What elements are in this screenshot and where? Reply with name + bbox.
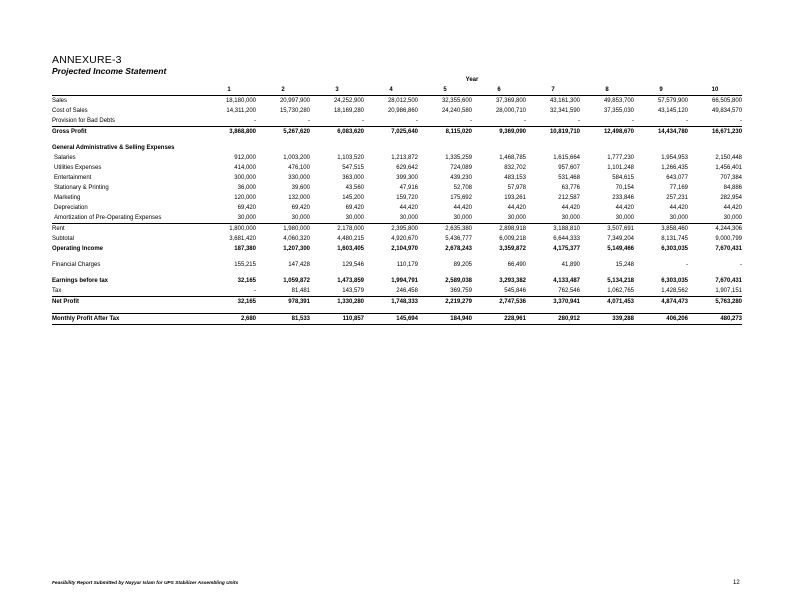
cell-value: 43,161,300	[549, 98, 580, 104]
cell-value: 6,644,333	[553, 236, 580, 242]
year-number: 6	[472, 85, 526, 96]
cell-value: 187,380	[234, 246, 256, 252]
row-label: Utilities Expenses	[54, 165, 102, 171]
cell-value: 1,103,520	[337, 155, 364, 161]
cell-value: 5,436,777	[445, 236, 472, 242]
cell-value: 1,800,000	[229, 226, 256, 232]
cell-value: 4,175,377	[553, 246, 580, 252]
cell-value: 480,273	[688, 314, 742, 325]
cell-value: 1,468,785	[499, 155, 526, 161]
cell-value: 15,730,280	[279, 108, 310, 114]
cell-value: 32,165	[237, 278, 256, 284]
cell-value: 37,369,800	[495, 98, 526, 104]
row-label: Net Profit	[52, 299, 79, 305]
cell-value: 629,642	[396, 165, 418, 171]
cell-value: 1,207,300	[283, 246, 310, 252]
cell-value: 30,000	[418, 213, 472, 224]
cell-value: 1,777,230	[607, 155, 634, 161]
cell-value: 330,000	[288, 175, 310, 181]
row-label: Financial Charges	[52, 262, 101, 268]
cell-value: 1,062,765	[580, 286, 634, 297]
row-rent	[52, 224, 742, 235]
cell-value: 6,009,218	[499, 236, 526, 242]
cell-value: 129,546	[342, 262, 364, 268]
cell-value: 414,000	[234, 165, 256, 171]
cell-value: 476,100	[288, 165, 310, 171]
row-label: Monthly Profit After Tax	[52, 314, 202, 325]
cell-value: 52,708	[453, 185, 472, 191]
cell-value: 57,579,900	[657, 98, 688, 104]
cell-value: 531,468	[558, 175, 580, 181]
cell-value: 1,059,872	[283, 278, 310, 284]
cell-value: 212,587	[558, 195, 580, 201]
row-label: Stationary & Printing	[54, 185, 109, 191]
cell-value: 8,115,020	[445, 129, 472, 135]
row-gross-profit	[52, 127, 742, 138]
row-label: Earnings before tax	[52, 278, 109, 284]
cell-value: -	[202, 286, 256, 297]
cell-value: 300,000	[234, 175, 256, 181]
cell-value: -	[686, 262, 688, 268]
cell-value: 30,000	[526, 213, 580, 224]
row-label: Subtotal	[52, 236, 75, 242]
cell-value: 228,961	[472, 314, 526, 325]
cell-value: 193,261	[504, 195, 526, 201]
cell-value: 69,420	[237, 205, 256, 211]
cell-value: 2,178,000	[337, 226, 364, 232]
cell-value: 81,533	[256, 314, 310, 325]
cell-value: 3,188,810	[553, 226, 580, 232]
footer-text: Feasibility Report Submitted by Nayyar Islam for UPS Stabilizer Assembling Units	[52, 581, 239, 586]
cell-value: 2,680	[202, 314, 256, 325]
cell-value: 1,330,280	[337, 299, 364, 305]
cell-value: 2,219,279	[445, 299, 472, 305]
cell-value: 44,420	[453, 205, 472, 211]
cell-value: 483,153	[504, 175, 526, 181]
year-number: 5	[418, 85, 472, 96]
cell-value: 233,846	[612, 195, 634, 201]
cell-value: 18,169,280	[333, 108, 364, 114]
row-provision	[52, 116, 742, 127]
cell-value: 44,420	[507, 205, 526, 211]
section-heading-row	[52, 143, 742, 153]
row-label: Amortization of Pre-Operating Expenses	[52, 213, 202, 224]
cell-value: 24,240,580	[441, 108, 472, 114]
cell-value: 643,077	[666, 175, 688, 181]
cell-value: 6,303,035	[661, 278, 688, 284]
page-title: ANNEXURE-3	[52, 54, 122, 66]
cell-value: 1,003,200	[283, 155, 310, 161]
cell-value: 39,600	[291, 185, 310, 191]
cell-value: 44,420	[399, 205, 418, 211]
cell-value: 339,288	[580, 314, 634, 325]
cell-value: 399,300	[396, 175, 418, 181]
income-statement-table	[52, 75, 742, 325]
cell-value: 30,000	[310, 213, 364, 224]
page-number: 12	[733, 580, 740, 586]
cell-value: 1,748,333	[391, 299, 418, 305]
year-number: 1	[202, 85, 256, 96]
cell-value: 2,635,380	[445, 226, 472, 232]
row-label: Operating Income	[52, 246, 104, 252]
cell-value: 545,846	[472, 286, 526, 297]
cell-value: 363,000	[342, 175, 364, 181]
cell-value: 280,912	[526, 314, 580, 325]
section-heading: General Administrative & Selling Expenses	[52, 145, 175, 151]
cell-value: 44,420	[615, 205, 634, 211]
cell-value: 14,434,780	[657, 129, 688, 135]
cell-value: 43,560	[345, 185, 364, 191]
year-number: 10	[688, 85, 742, 96]
row-label: Depreciation	[54, 205, 88, 211]
cell-value: 762,546	[526, 286, 580, 297]
cell-value: 957,607	[558, 165, 580, 171]
cell-value: 159,720	[396, 195, 418, 201]
cell-value: 257,231	[666, 195, 688, 201]
row-amortization	[52, 213, 742, 224]
cell-value: 3,370,941	[553, 299, 580, 305]
row-subtotal	[52, 234, 742, 244]
year-label: Year	[465, 77, 479, 83]
cell-value: 406,206	[634, 314, 688, 325]
cell-value: 30,000	[634, 213, 688, 224]
year-header-row	[52, 85, 742, 96]
cell-value: 37,355,030	[603, 108, 634, 114]
cell-value: 2,150,448	[715, 155, 743, 161]
cell-value: 44,420	[669, 205, 688, 211]
cell-value: -	[364, 116, 418, 127]
cell-value: 5,267,620	[283, 129, 310, 135]
cell-value: 14,311,200	[226, 108, 256, 114]
cell-value: 707,384	[720, 175, 743, 181]
cell-value: 2,678,243	[445, 246, 472, 252]
cell-value: 369,759	[418, 286, 472, 297]
row-operating-income	[52, 244, 742, 254]
cell-value: 439,230	[450, 175, 472, 181]
cell-value: 32,341,590	[549, 108, 580, 114]
cell-value: -	[580, 116, 634, 127]
cell-value: 145,200	[342, 195, 364, 201]
cell-value: 1,473,859	[337, 278, 364, 284]
cell-value: 147,428	[288, 262, 310, 268]
cell-value: 2,589,038	[445, 278, 472, 284]
cell-value: -	[256, 116, 310, 127]
cell-value: 4,874,473	[661, 299, 688, 305]
page-subtitle: Projected Income Statement	[52, 66, 167, 76]
cell-value: 1,615,664	[553, 155, 580, 161]
cell-value: 5,134,218	[607, 278, 634, 284]
cell-value: 4,244,306	[715, 226, 743, 232]
row-label: Rent	[52, 226, 65, 232]
cell-value: -	[310, 116, 364, 127]
cell-value: 246,458	[364, 286, 418, 297]
cell-value: 12,498,670	[603, 129, 634, 135]
cell-value: -	[526, 116, 580, 127]
cell-value: 2,898,918	[499, 226, 526, 232]
cell-value: 143,579	[310, 286, 364, 297]
cell-value: 978,391	[288, 299, 310, 305]
cell-value: 66,490	[507, 262, 526, 268]
cell-value: 2,395,800	[391, 226, 418, 232]
cell-value: 3,507,691	[607, 226, 634, 232]
cell-value: 30,000	[688, 213, 742, 224]
row-monthly-profit	[52, 314, 742, 325]
cell-value: 30,000	[580, 213, 634, 224]
row-utilities	[52, 163, 742, 173]
year-number: 4	[364, 85, 418, 96]
cell-value: 1,335,259	[445, 155, 472, 161]
cell-value: 9,000,799	[715, 236, 743, 242]
cell-value: 49,834,570	[712, 108, 743, 114]
row-label: Salaries	[54, 155, 76, 161]
cell-value: 81,481	[256, 286, 310, 297]
cell-value: 10,819,710	[549, 129, 580, 135]
row-entertainment	[52, 173, 742, 183]
row-label: Provision for Bad Debts	[52, 116, 202, 127]
cell-value: 30,000	[256, 213, 310, 224]
row-sales	[52, 96, 742, 107]
row-label: Marketing	[54, 195, 81, 201]
cell-value: 36,000	[237, 185, 256, 191]
cell-value: 584,615	[612, 175, 634, 181]
cell-value: 1,266,435	[661, 165, 688, 171]
cell-value: 15,248	[615, 262, 634, 268]
year-number: 7	[526, 85, 580, 96]
year-number: 2	[256, 85, 310, 96]
cell-value: 7,025,640	[391, 129, 418, 135]
cell-value: 4,133,487	[553, 278, 580, 284]
row-label: Entertainment	[54, 175, 92, 181]
cell-value: 24,252,900	[333, 98, 364, 104]
row-ebt	[52, 276, 742, 286]
year-number: 9	[634, 85, 688, 96]
cell-value: 120,000	[234, 195, 256, 201]
cell-value: 1,428,562	[634, 286, 688, 297]
cell-value: 41,890	[561, 262, 580, 268]
cell-value: 7,349,204	[607, 236, 634, 242]
cell-value: 44,420	[723, 205, 743, 211]
cell-value: 110,857	[310, 314, 364, 325]
cell-value: 1,954,953	[661, 155, 688, 161]
cell-value: 32,165	[237, 299, 256, 305]
row-financial-charges	[52, 260, 742, 270]
cell-value: 6,303,035	[661, 246, 688, 252]
cell-value: 1,907,151	[688, 286, 742, 297]
cell-value: 47,916	[399, 185, 418, 191]
row-cost-of-sales	[52, 106, 742, 116]
cell-value: 28,012,500	[387, 98, 418, 104]
cell-value: 110,179	[396, 262, 418, 268]
cell-value: 724,089	[450, 165, 472, 171]
cell-value: 6,083,620	[337, 129, 364, 135]
cell-value: 3,293,382	[499, 278, 526, 284]
cell-value: -	[472, 116, 526, 127]
cell-value: 66,505,800	[712, 98, 743, 104]
cell-value: 4,480,215	[337, 236, 364, 242]
cell-value: 84,886	[723, 185, 743, 191]
cell-value: 57,978	[507, 185, 526, 191]
cell-value: -	[418, 116, 472, 127]
year-number: 8	[580, 85, 634, 96]
row-label: Gross Profit	[52, 129, 87, 135]
cell-value: 282,954	[720, 195, 743, 201]
cell-value: 1,456,401	[715, 165, 743, 171]
cell-value: 5,763,280	[715, 299, 743, 305]
row-salaries	[52, 153, 742, 163]
cell-value: 69,420	[345, 205, 364, 211]
cell-value: 1,603,405	[337, 246, 364, 252]
cell-value: 132,000	[288, 195, 310, 201]
cell-value: 1,101,248	[607, 165, 634, 171]
cell-value: 9,369,090	[499, 129, 526, 135]
cell-value: 7,670,431	[715, 278, 743, 284]
cell-value: 30,000	[364, 213, 418, 224]
cell-value: 4,060,320	[283, 236, 310, 242]
row-net-profit	[52, 297, 742, 308]
row-tax	[52, 286, 742, 297]
cell-value: 4,071,453	[607, 299, 634, 305]
cell-value: 7,670,431	[715, 246, 743, 252]
cell-value: 547,515	[342, 165, 364, 171]
cell-value: 89,205	[453, 262, 472, 268]
cell-value: -	[202, 116, 256, 127]
cell-value: 912,000	[234, 155, 256, 161]
cell-value: -	[740, 262, 743, 268]
cell-value: 20,986,860	[387, 108, 418, 114]
cell-value: 4,920,670	[391, 236, 418, 242]
year-number: 3	[310, 85, 364, 96]
cell-value: 18,180,000	[225, 98, 256, 104]
cell-value: 1,994,791	[391, 278, 418, 284]
cell-value: 3,858,460	[661, 226, 688, 232]
cell-value: 43,145,120	[657, 108, 688, 114]
cell-value: 70,154	[615, 185, 634, 191]
row-label: Cost of Sales	[52, 108, 88, 114]
year-label-row	[52, 75, 742, 85]
cell-value: 16,671,230	[712, 129, 743, 135]
cell-value: 1,980,000	[283, 226, 310, 232]
row-label: Sales	[52, 98, 68, 104]
row-depreciation	[52, 203, 742, 213]
cell-value: -	[688, 116, 742, 127]
row-marketing	[52, 193, 742, 203]
cell-value: -	[634, 116, 688, 127]
cell-value: 77,169	[669, 185, 688, 191]
cell-value: 1,213,872	[391, 155, 418, 161]
cell-value: 3,359,872	[499, 246, 526, 252]
cell-value: 3,681,420	[229, 236, 256, 242]
cell-value: 30,000	[202, 213, 256, 224]
cell-value: 32,355,600	[441, 98, 472, 104]
cell-value: 145,694	[364, 314, 418, 325]
cell-value: 175,692	[450, 195, 472, 201]
cell-value: 184,940	[418, 314, 472, 325]
cell-value: 2,104,970	[391, 246, 418, 252]
cell-value: 28,000,710	[495, 108, 526, 114]
cell-value: 30,000	[472, 213, 526, 224]
row-stationary	[52, 183, 742, 193]
cell-value: 2,747,536	[499, 299, 526, 305]
cell-value: 3,868,800	[229, 129, 256, 135]
cell-value: 155,215	[234, 262, 256, 268]
cell-value: 20,997,900	[279, 98, 310, 104]
cell-value: 63,776	[561, 185, 580, 191]
cell-value: 49,853,700	[603, 98, 634, 104]
cell-value: 69,420	[291, 205, 310, 211]
cell-value: 8,131,745	[661, 236, 688, 242]
cell-value: 832,702	[504, 165, 526, 171]
cell-value: 44,420	[561, 205, 580, 211]
cell-value: 5,149,466	[607, 246, 634, 252]
row-label: Tax	[52, 286, 202, 297]
